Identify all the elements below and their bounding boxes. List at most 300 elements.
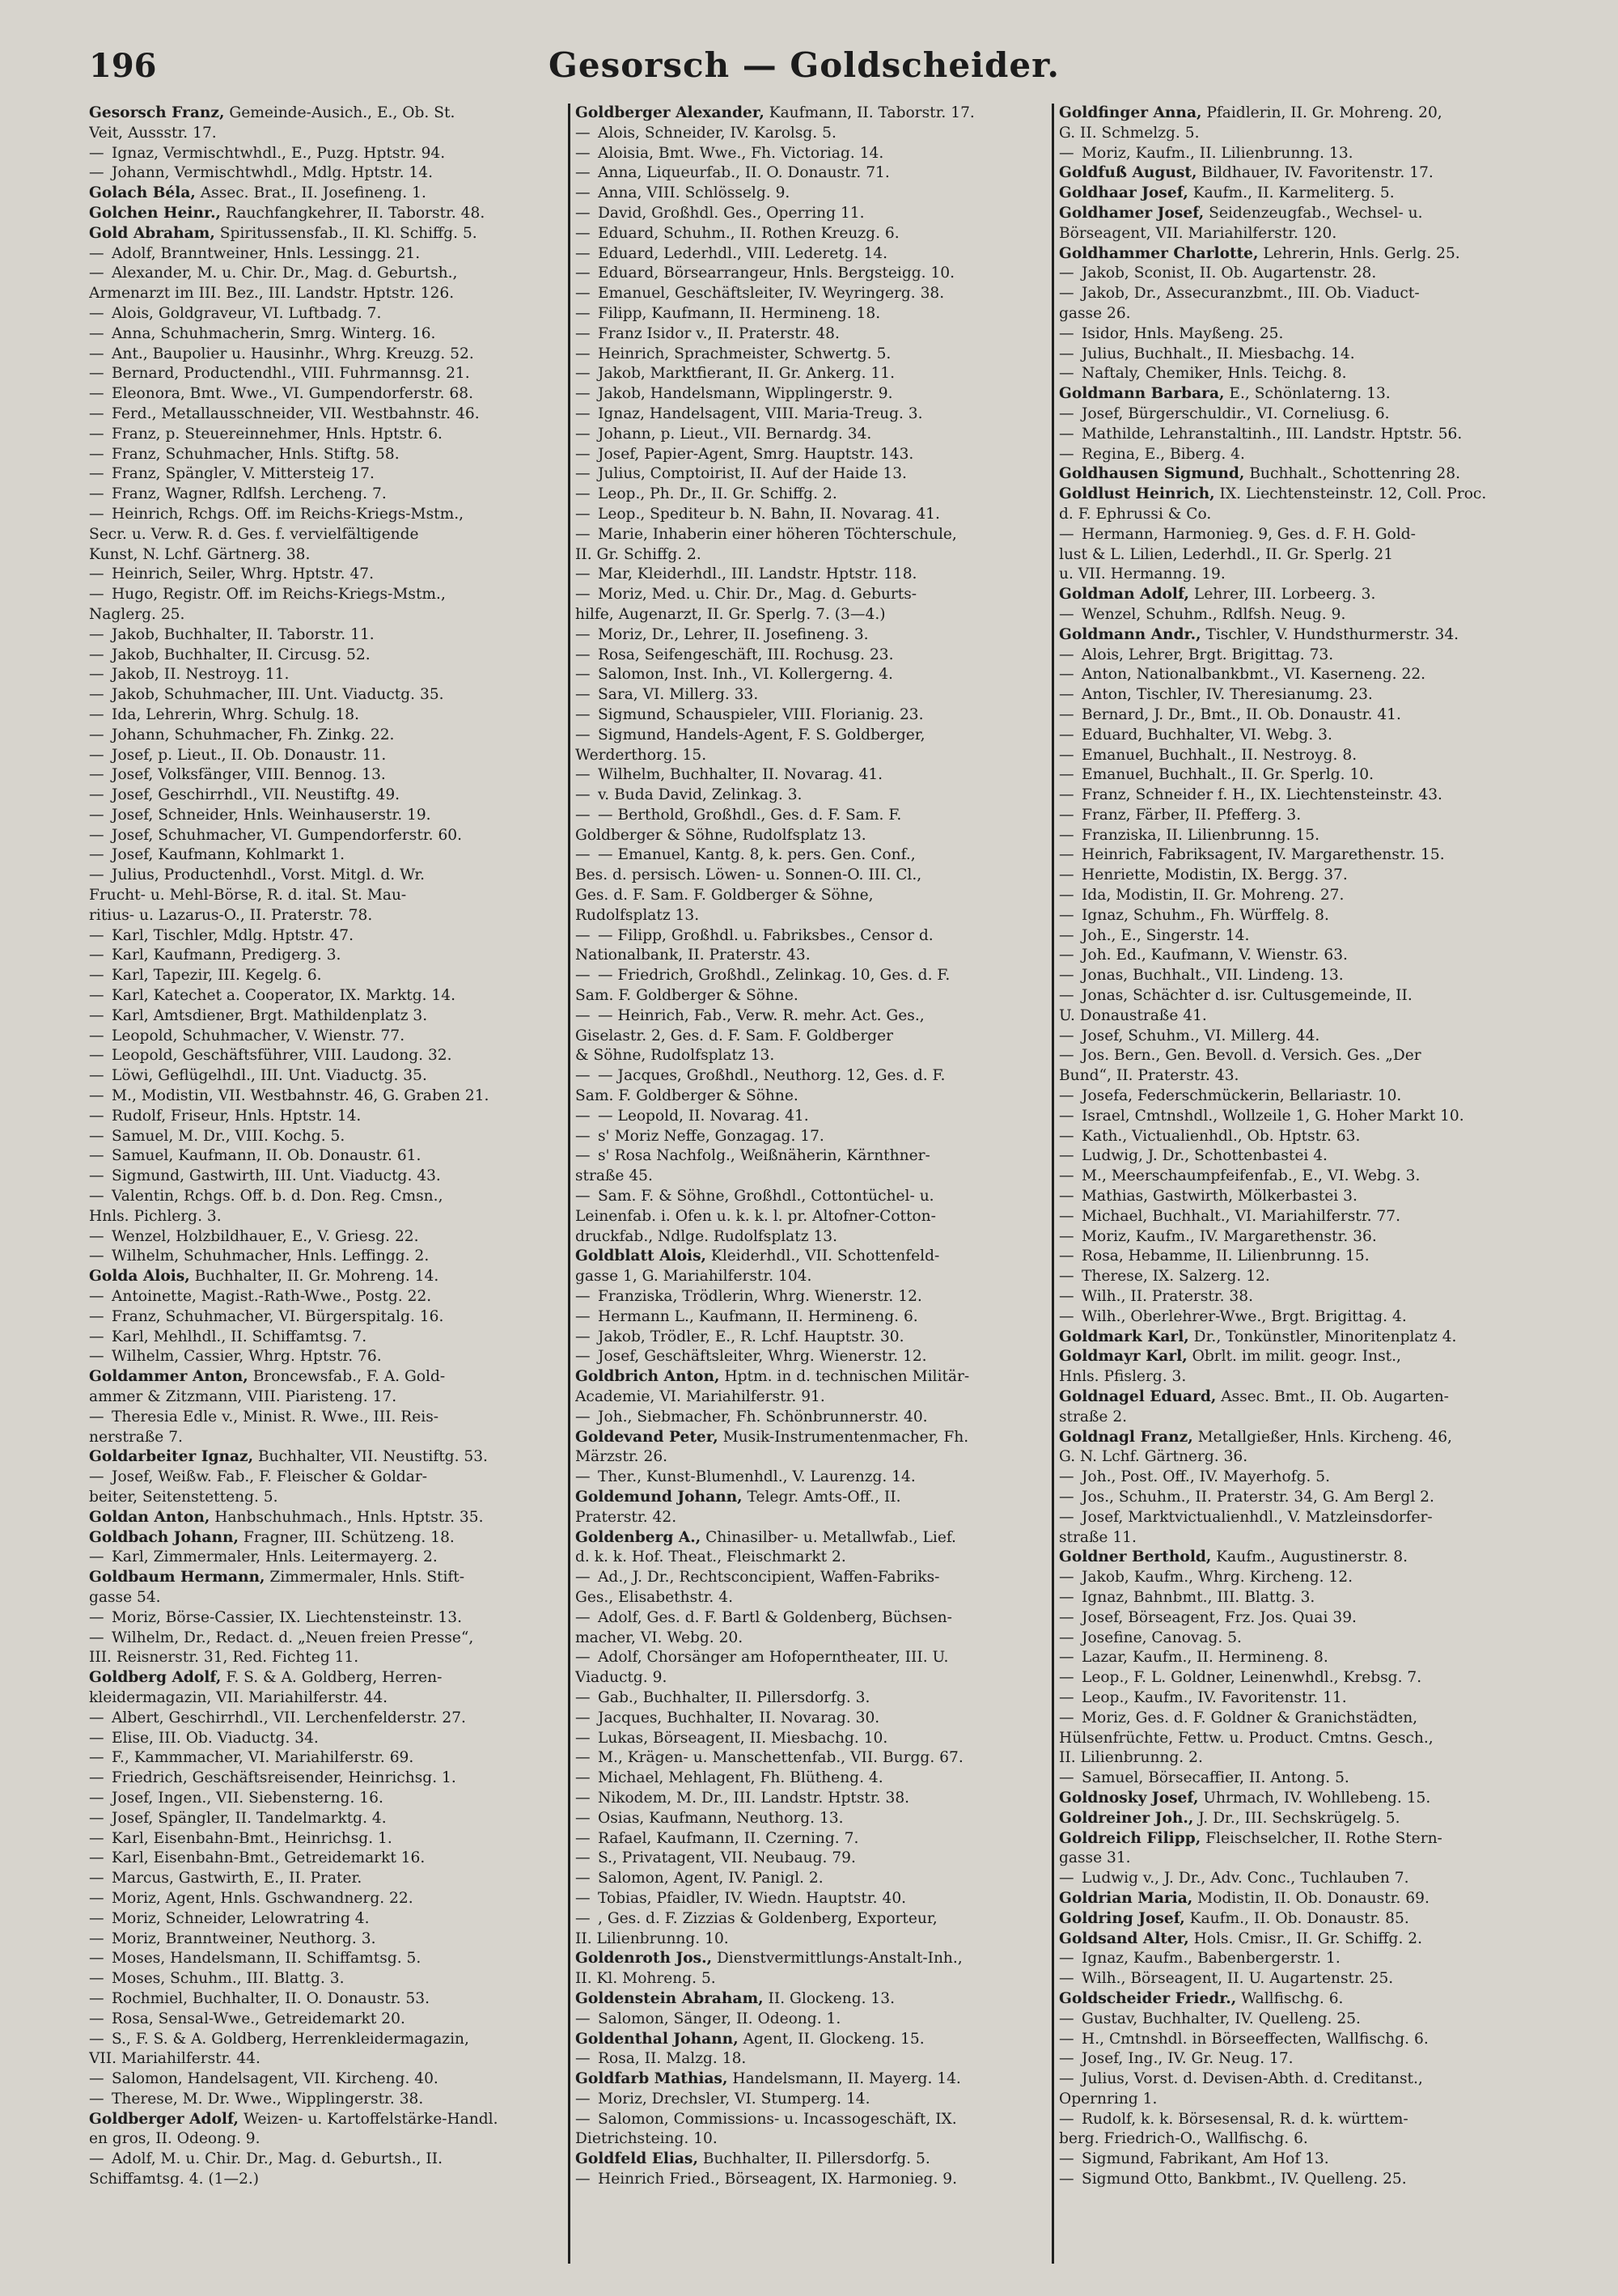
directory-entry — [1059, 986, 1523, 1006]
entry-text: Goldberger & Söhne, Rudolfsplatz 13. — [575, 826, 866, 844]
entry-dash: — — [89, 2150, 104, 2168]
directory-entry — [575, 1307, 1044, 1328]
entry-text: Adolf, M. u. Chir. Dr., Mag. d. Geburtsh., II. — [112, 2150, 443, 2168]
directory-entry — [575, 986, 1044, 1006]
entry-surname: Goldenberg A., — [575, 1528, 701, 1546]
entry-dash: — — [89, 826, 104, 844]
directory-entry — [89, 1387, 560, 1408]
directory-entry — [89, 2049, 560, 2069]
entry-text: Bernard, Productendhl., VIII. Fuhrmannsg. 21. — [112, 365, 470, 383]
entry-dash: — — [1059, 926, 1074, 944]
entry-text: Josef, Geschäftsleiter, Whrg. Wienerstr. 12. — [598, 1348, 927, 1366]
directory-entry — [575, 505, 1044, 525]
directory-entry — [575, 705, 1044, 726]
entry-dash: — — [575, 846, 591, 864]
directory-entry — [575, 1167, 1044, 1187]
entry-text: Josef, Börseagent, Frz. Jos. Quai 39. — [1082, 1608, 1357, 1626]
entry-text: Samuel, Kaufmann, II. Ob. Donaustr. 61. — [112, 1147, 421, 1165]
entry-text: Heinrich, Rchgs. Off. im Reichs-Kriegs-Mstm., — [112, 505, 464, 523]
entry-text: Josef, Marktvictualienhdl., V. Matzleinsdorfer- — [1082, 1508, 1433, 1526]
directory-entry — [89, 1207, 560, 1227]
entry-text: Marcus, Gastwirth, E., II. Prater. — [112, 1870, 362, 1887]
entry-text: Michael, Buchhalt., VI. Mariahilferstr. 77. — [1082, 1207, 1400, 1225]
entry-text: ammer & Zitzmann, VIII. Piaristeng. 17. — [89, 1388, 397, 1405]
entry-text: druckfab., Ndlge. Rudolfsplatz 13. — [575, 1227, 838, 1245]
entry-dash: — — [89, 1809, 104, 1827]
entry-text: Nationalbank, II. Praterstr. 43. — [575, 947, 811, 964]
entry-dash: — — [575, 926, 591, 944]
directory-entry — [1059, 304, 1523, 324]
entry-text: Moriz, Kaufm., II. Lilienbrunng. 13. — [1082, 144, 1353, 162]
directory-entry — [89, 184, 560, 204]
entry-text: Leopold, Geschäftsführer, VIII. Laudong. 32. — [112, 1047, 452, 1065]
entry-dash: — — [89, 2010, 104, 2027]
entry-dash: — — [1059, 265, 1074, 282]
entry-dash: — — [89, 244, 104, 262]
directory-entry — [575, 866, 1044, 886]
entry-text: Josef, Schneider, Hnls. Weinhauserstr. 19. — [112, 806, 431, 824]
entry-text: Uhrmach, IV. Wohllebeng. 15. — [1198, 1789, 1431, 1807]
directory-entry — [575, 1769, 1044, 1789]
directory-entry — [575, 405, 1044, 425]
entry-text: Adolf, Ges. d. F. Bartl & Goldenberg, Büchsen- — [598, 1608, 952, 1626]
directory-entry — [575, 926, 1044, 947]
entry-dash: — — [575, 244, 591, 262]
entry-text: Rudolfsplatz 13. — [575, 906, 700, 924]
entry-text: Moriz, Ges. d. F. Goldner & Granichstädten, — [1082, 1709, 1418, 1726]
entry-dash: — — [575, 1569, 591, 1586]
entry-dash: — — [575, 204, 591, 222]
entry-text: Chinasilber- u. Metallwfab., Lief. — [701, 1528, 956, 1546]
entry-text: Dr., Tonkünstler, Minoritenplatz 4. — [1188, 1328, 1457, 1345]
entry-dash: — — [575, 1769, 591, 1787]
entry-text: Gab., Buchhalter, II. Pillersdorfg. 3. — [598, 1688, 870, 1706]
entry-text: Leop., Ph. Dr., II. Gr. Schiffg. 2. — [598, 485, 837, 503]
entry-dash: — — [575, 566, 591, 583]
entry-surname: Golach Béla, — [89, 184, 196, 202]
entry-dash: — — [575, 1749, 591, 1767]
entry-text: — Friedrich, Großhdl., Zelinkag. 10, Ges. d. F. — [598, 967, 951, 985]
entry-dash: — — [1059, 887, 1074, 904]
directory-entry — [89, 1969, 560, 1989]
entry-text: Heinrich, Seiler, Whrg. Hptstr. 47. — [112, 566, 375, 583]
directory-entry — [89, 1748, 560, 1769]
directory-entry — [1059, 1568, 1523, 1588]
directory-entry — [575, 1027, 1044, 1047]
directory-entry — [89, 946, 560, 966]
directory-entry — [89, 685, 560, 705]
directory-entry — [1059, 244, 1523, 265]
entry-text: gasse 54. — [89, 1588, 161, 1606]
directory-entry — [1059, 1468, 1523, 1488]
entry-text: Wilh., II. Praterstr. 38. — [1082, 1288, 1253, 1306]
directory-entry — [575, 1930, 1044, 1950]
entry-text: Moriz, Kaufm., IV. Margarethenstr. 36. — [1082, 1227, 1377, 1245]
entry-surname: Goldrian Maria, — [1059, 1889, 1193, 1907]
entry-text: M., Krägen- u. Manschettenfab., VII. Burgg. 67. — [598, 1749, 964, 1767]
entry-text: — Heinrich, Fab., Verw. R. mehr. Act. Ges., — [598, 1006, 925, 1024]
entry-text: S., Privatagent, VII. Neubaug. 79. — [598, 1849, 856, 1867]
entry-dash: — — [89, 1027, 104, 1044]
entry-dash: — — [575, 425, 591, 443]
entry-text: VII. Mariahilferstr. 44. — [89, 2050, 260, 2068]
directory-entry — [575, 1829, 1044, 1849]
entry-dash: — — [1059, 425, 1074, 443]
directory-entry — [1059, 2069, 1523, 2090]
entry-text: Jakob, Sconist, II. Ob. Augartenstr. 28. — [1082, 265, 1377, 282]
entry-text: Jakob, Dr., Assecuranzbmt., III. Ob. Viaduct- — [1082, 285, 1420, 303]
entry-text: Rosa, Seifengeschäft, III. Rochusg. 23. — [598, 646, 894, 663]
entry-text: s' Moriz Neffe, Gonzagag. 17. — [598, 1127, 824, 1145]
entry-dash: — — [1059, 1248, 1074, 1265]
entry-text: G. N. Lchf. Gärtnerg. 36. — [1059, 1448, 1248, 1466]
directory-entry — [1059, 646, 1523, 666]
entry-surname: Golda Alois, — [89, 1268, 190, 1286]
entry-text: berg. Friedrich-O., Wallfischg. 6. — [1059, 2130, 1308, 2148]
entry-text: Theresia Edle v., Minist. R. Wwe., III. Reis- — [112, 1408, 439, 1425]
directory-entry — [89, 1769, 560, 1789]
entry-dash: — — [89, 1127, 104, 1145]
entry-text: Moriz, Schneider, Lelowratring 4. — [112, 1909, 370, 1927]
directory-entry — [1059, 2090, 1523, 2110]
entry-text: Leop., Kaufm., IV. Favoritenstr. 11. — [1082, 1688, 1347, 1706]
directory-entry — [1059, 284, 1523, 304]
directory-entry — [89, 906, 560, 926]
entry-text: M., Meerschaumpfeifenfab., E., VI. Webg. 3. — [1082, 1167, 1421, 1185]
directory-entry — [575, 685, 1044, 705]
entry-text: Giselastr. 2, Ges. d. F. Sam. F. Goldberger — [575, 1027, 894, 1044]
entry-text: Academie, VI. Mariahilferstr. 91. — [575, 1388, 825, 1405]
directory-entry — [1059, 184, 1523, 204]
directory-entry — [575, 425, 1044, 445]
entry-text: Kaufm., Augustinerstr. 8. — [1211, 1548, 1408, 1566]
entry-dash: — — [89, 1348, 104, 1366]
directory-entry — [1059, 1367, 1523, 1387]
entry-dash: — — [1059, 967, 1074, 985]
directory-entry — [1059, 485, 1523, 505]
entry-text: Israel, Cmtnshdl., Wollzeile 1, G. Hoher Markt 10. — [1082, 1107, 1464, 1125]
entry-dash: — — [575, 766, 591, 784]
directory-entry — [89, 464, 560, 485]
entry-text: Hülsenfrüchte, Fettw. u. Product. Cmtns. Gesch., — [1059, 1729, 1434, 1747]
entry-dash: — — [1059, 1870, 1074, 1887]
entry-text: Jos., Schuhm., II. Praterstr. 34, G. Am Bergl 2. — [1082, 1488, 1434, 1506]
directory-entry — [89, 1027, 560, 1047]
directory-entry — [1059, 1387, 1523, 1408]
entry-text: Mathilde, Lehranstaltinh., III. Landstr. Hptstr. 56. — [1082, 425, 1463, 443]
directory-entry — [89, 1869, 560, 1889]
entry-text: Karl, Eisenbahn-Bmt., Getreidemarkt 16. — [112, 1849, 426, 1867]
directory-entry — [89, 1889, 560, 1909]
entry-text: F. S. & A. Goldberg, Herren- — [221, 1669, 443, 1687]
directory-entry — [575, 1146, 1044, 1167]
entry-dash: — — [89, 746, 104, 764]
entry-dash: — — [575, 1408, 591, 1425]
directory-entry — [575, 163, 1044, 184]
directory-entry — [89, 726, 560, 746]
entry-text: Josef, Papier-Agent, Smrg. Hauptstr. 143. — [598, 445, 914, 463]
directory-entry — [1059, 1428, 1523, 1448]
entry-text: Josef, Kaufmann, Kohlmarkt 1. — [112, 846, 345, 864]
entry-text: Wenzel, Holzbildhauer, E., V. Griesg. 22. — [112, 1227, 419, 1245]
entry-text: — Emanuel, Kantg. 8, k. pers. Gen. Conf., — [598, 846, 916, 864]
entry-dash: — — [89, 666, 104, 684]
directory-entry — [89, 1829, 560, 1849]
entry-text: Jonas, Schächter d. isr. Cultusgemeinde, II. — [1082, 987, 1413, 1005]
entry-text: Naftaly, Chemiker, Hnls. Teichg. 8. — [1082, 365, 1347, 383]
entry-text: Kath., Victualienhdl., Ob. Hptstr. 63. — [1082, 1127, 1361, 1145]
entry-text: Metallgießer, Hnls. Kircheng. 46, — [1192, 1428, 1452, 1446]
entry-text: Anton, Nationalbankbmt., VI. Kaserneng. 22. — [1082, 666, 1426, 684]
directory-entry — [575, 1387, 1044, 1408]
entry-dash: — — [1059, 1629, 1074, 1646]
directory-entry — [575, 1629, 1044, 1649]
entry-text: II. Kl. Mohreng. 5. — [575, 1970, 716, 1988]
entry-text: Moriz, Dr., Lehrer, II. Josefineng. 3. — [598, 625, 869, 643]
entry-text: Sigmund, Handels-Agent, F. S. Goldberger, — [598, 726, 925, 743]
entry-dash: — — [1059, 1688, 1074, 1706]
directory-entry — [1059, 966, 1523, 986]
directory-entry — [575, 1207, 1044, 1227]
entry-surname: Goldreiner Joh., — [1059, 1809, 1194, 1827]
entry-dash: — — [1059, 405, 1074, 422]
entry-text: Opernring 1. — [1059, 2090, 1158, 2107]
entry-text: Weizen- u. Kartoffelstärke-Handl. — [239, 2110, 498, 2128]
entry-text: nerstraße 7. — [89, 1428, 183, 1446]
entry-text: Ferd., Metallausschneider, VII. Westbahnstr. 46. — [112, 405, 480, 422]
entry-text: Karl, Katechet a. Cooperator, IX. Marktg. 14. — [112, 987, 456, 1005]
entry-text: Jakob, Schuhmacher, III. Unt. Viaductg. 35. — [112, 686, 444, 704]
directory-entry — [89, 1127, 560, 1147]
entry-dash: — — [89, 967, 104, 985]
entry-text: Therese, IX. Salzerg. 12. — [1082, 1268, 1270, 1286]
directory-entry — [1059, 2129, 1523, 2150]
entry-dash: — — [89, 1147, 104, 1165]
entry-text: Jakob, Kaufm., Whrg. Kircheng. 12. — [1082, 1569, 1353, 1586]
entry-text: Franz, Schuhmacher, VI. Bürgerspitalg. 16. — [112, 1307, 444, 1325]
entry-dash: — — [1059, 1608, 1074, 1626]
directory-entry — [575, 1508, 1044, 1528]
directory-entry — [575, 1789, 1044, 1809]
directory-entry — [575, 726, 1044, 746]
entry-text: Karl, Eisenbahn-Bmt., Heinrichsg. 1. — [112, 1829, 392, 1847]
directory-entry — [575, 2010, 1044, 2030]
directory-entry — [89, 163, 560, 184]
entry-dash: — — [1059, 1669, 1074, 1687]
entry-dash: — — [89, 1970, 104, 1988]
entry-dash: — — [89, 1006, 104, 1024]
entry-surname: Goldmann Barbara, — [1059, 385, 1225, 403]
entry-text: Fragner, III. Schützeng. 18. — [238, 1528, 455, 1546]
entry-dash: — — [89, 1167, 104, 1185]
entry-text: Eduard, Lederhdl., VIII. Lederetg. 14. — [598, 244, 888, 262]
entry-text: s' Rosa Nachfolg., Weißnäherin, Kärnthner- — [598, 1147, 930, 1165]
entry-text: Franz, Färber, II. Pfefferg. 3. — [1082, 806, 1302, 824]
directory-entry — [575, 1548, 1044, 1568]
entry-text: Schiffamtsg. 4. (1—2.) — [89, 2171, 260, 2188]
entry-surname: Goldhammer Charlotte, — [1059, 244, 1259, 262]
entry-text: Wallfischg. 6. — [1236, 1989, 1344, 2007]
entry-text: Josefine, Canovag. 5. — [1082, 1629, 1242, 1646]
entry-text: Kaufm., II. Karmeliterg. 5. — [1188, 184, 1395, 202]
directory-entry — [89, 986, 560, 1006]
entry-text: Jakob, Buchhalter, II. Circusg. 52. — [112, 646, 371, 663]
entry-text: Hols. Cmisr., II. Gr. Schiffg. 2. — [1188, 1930, 1423, 1947]
entry-text: S., F. S. & A. Goldberg, Herrenkleidermagazin, — [112, 2030, 469, 2048]
directory-entry — [89, 1648, 560, 1668]
directory-entry — [1059, 224, 1523, 244]
entry-dash: — — [575, 505, 591, 523]
entry-text: M., Modistin, VII. Westbahnstr. 46, G. Graben 21. — [112, 1087, 489, 1105]
directory-entry — [89, 1989, 560, 2010]
entry-text: Sam. F. Goldberger & Söhne. — [575, 1087, 798, 1105]
entry-dash: — — [575, 586, 591, 604]
entry-text: Jakob, II. Nestroyg. 11. — [112, 666, 290, 684]
entry-dash: — — [1059, 1468, 1074, 1486]
entry-text: Adolf, Chorsänger am Hofoperntheater, III. U. — [598, 1649, 949, 1667]
entry-text: Josef, Bürgerschuldir., VI. Corneliusg. 6. — [1082, 405, 1390, 422]
entry-text: Anna, Liqueurfab., II. O. Donaustr. 71. — [598, 164, 890, 182]
entry-text: Moriz, Drechsler, VI. Stumperg. 14. — [598, 2090, 870, 2107]
directory-entry — [1059, 906, 1523, 926]
entry-text: Gemeinde-Ausich., E., Ob. St. — [224, 104, 455, 121]
directory-entry — [89, 2110, 560, 2130]
directory-entry — [575, 304, 1044, 324]
entry-text: U. Donaustraße 41. — [1059, 1006, 1207, 1024]
entry-text: Bund“, II. Praterstr. 43. — [1059, 1067, 1239, 1085]
entry-text: Rauchfangkehrer, II. Taborstr. 48. — [221, 204, 485, 222]
directory-entry — [1059, 1127, 1523, 1147]
entry-text: Anna, VIII. Schlösselg. 9. — [598, 184, 790, 202]
entry-text: Kleiderhdl., VII. Schottenfeld- — [706, 1248, 940, 1265]
entry-dash: — — [575, 967, 591, 985]
directory-entry — [89, 264, 560, 284]
entry-dash: — — [89, 1789, 104, 1807]
entry-text: — Leopold, II. Novarag. 41. — [598, 1107, 809, 1125]
entry-dash: — — [575, 2010, 591, 2027]
entry-text: Joh., Post. Off., IV. Mayerhofg. 5. — [1082, 1468, 1331, 1486]
directory-entry — [575, 1488, 1044, 1508]
directory-entry — [575, 1107, 1044, 1127]
entry-dash: — — [575, 2110, 591, 2128]
entry-text: Karl, Tischler, Mdlg. Hptstr. 47. — [112, 926, 354, 944]
entry-text: Jakob, Buchhalter, II. Taborstr. 11. — [112, 625, 375, 643]
directory-entry — [89, 765, 560, 786]
entry-text: Buchhalter, VII. Neustiftg. 53. — [253, 1448, 488, 1466]
entry-text: Josef, Schuhmacher, VI. Gumpendorferstr. 60. — [112, 826, 463, 844]
entry-text: Spiritussensfab., II. Kl. Schiffg. 5. — [214, 224, 477, 242]
entry-text: kleidermagazin, VII. Mariahilferstr. 44. — [89, 1688, 388, 1706]
entry-text: IX. Liechtensteinstr. 12, Coll. Proc. — [1214, 485, 1487, 503]
entry-surname: Goldblatt Alois, — [575, 1248, 707, 1265]
entry-text: Josef, Spängler, II. Tandelmarktg. 4. — [112, 1809, 387, 1827]
entry-dash: — — [1059, 2010, 1074, 2027]
directory-entry — [89, 1528, 560, 1548]
entry-text: Marie, Inhaberin einer höheren Töchterschule, — [598, 525, 957, 543]
entry-dash: — — [89, 1889, 104, 1907]
entry-text: Alois, Schneider, IV. Karolsg. 5. — [598, 124, 837, 142]
entry-dash: — — [89, 987, 104, 1005]
entry-dash: — — [89, 766, 104, 784]
entry-text: Wilh., Börseagent, II. U. Augartenstr. 25. — [1082, 1970, 1394, 1988]
directory-entry — [1059, 384, 1523, 405]
directory-entry — [89, 1347, 560, 1367]
entry-text: Jakob, Handelsmann, Wipplingerstr. 9. — [598, 385, 893, 403]
entry-surname: Goldreich Filipp, — [1059, 1829, 1201, 1847]
entry-text: straße 2. — [1059, 1408, 1128, 1425]
directory-entry — [1059, 1688, 1523, 1709]
entry-surname: Goldammer Anton, — [89, 1368, 248, 1386]
entry-text: Franz, Wagner, Rdlfsh. Lercheng. 7. — [112, 485, 387, 503]
entry-dash: — — [1059, 846, 1074, 864]
directory-entry — [575, 1648, 1044, 1668]
entry-dash: — — [89, 1608, 104, 1626]
directory-entry — [89, 2090, 560, 2110]
entry-text: Agent, II. Glockeng. 15. — [738, 2030, 925, 2048]
entry-dash: — — [89, 304, 104, 322]
directory-entry — [575, 284, 1044, 304]
entry-text: Karl, Kaufmann, Predigerg. 3. — [112, 947, 341, 964]
entry-text: Moses, Handelsmann, II. Schiffamtsg. 5. — [112, 1950, 421, 1968]
directory-entry — [575, 1046, 1044, 1066]
entry-dash: — — [575, 1307, 591, 1325]
entry-text: Ant., Baupolier u. Hausinhr., Whrg. Kreuzg. 52. — [112, 345, 474, 362]
directory-entry — [1059, 1027, 1523, 1047]
directory-entry — [1059, 705, 1523, 726]
directory-entry — [89, 1809, 560, 1829]
directory-entry — [89, 1307, 560, 1328]
entry-dash: — — [575, 2171, 591, 2188]
entry-dash: — — [1059, 826, 1074, 844]
entry-dash: — — [1059, 2110, 1074, 2128]
directory-entry — [89, 1688, 560, 1709]
entry-dash: — — [89, 1749, 104, 1767]
directory-entry — [1059, 1548, 1523, 1568]
entry-text: Karl, Mehlhdl., II. Schiffamtsg. 7. — [112, 1328, 367, 1345]
entry-dash: — — [89, 1989, 104, 2007]
directory-entry — [575, 485, 1044, 505]
entry-text: Leop., Spediteur b. N. Bahn, II. Novarag. 41. — [598, 505, 940, 523]
entry-text: Anna, Schuhmacherin, Smrg. Winterg. 16. — [112, 324, 436, 342]
entry-dash: — — [1059, 1769, 1074, 1787]
entry-text: Ludwig, J. Dr., Schottenbastei 4. — [1082, 1147, 1328, 1165]
directory-entry — [1059, 1488, 1523, 1508]
directory-entry — [575, 806, 1044, 826]
entry-text: ritius- u. Lazarus-O., II. Praterstr. 78. — [89, 906, 373, 924]
directory-entry — [1059, 1648, 1523, 1668]
entry-text: Ad., J. Dr., Rechtsconcipient, Waffen-Fabriks- — [598, 1569, 940, 1586]
entry-dash: — — [1059, 1087, 1074, 1105]
directory-entry — [1059, 1989, 1523, 2010]
directory-entry — [575, 224, 1044, 244]
directory-entry — [1059, 1287, 1523, 1307]
directory-entry — [89, 1849, 560, 1869]
directory-entry — [575, 1227, 1044, 1248]
entry-dash: — — [575, 686, 591, 704]
directory-entry — [575, 1608, 1044, 1629]
directory-entry — [1059, 264, 1523, 284]
directory-entry — [1059, 545, 1523, 566]
directory-entry — [89, 345, 560, 365]
directory-entry — [1059, 826, 1523, 846]
entry-dash: — — [1059, 1307, 1074, 1325]
directory-entry — [1059, 1528, 1523, 1548]
entry-dash: — — [89, 1227, 104, 1245]
directory-entry — [89, 1548, 560, 1568]
entry-text: III. Reisnerstr. 31, Red. Fichteg 11. — [89, 1649, 359, 1667]
entry-text: & Söhne, Rudolfsplatz 13. — [575, 1047, 775, 1065]
directory-entry — [575, 324, 1044, 345]
